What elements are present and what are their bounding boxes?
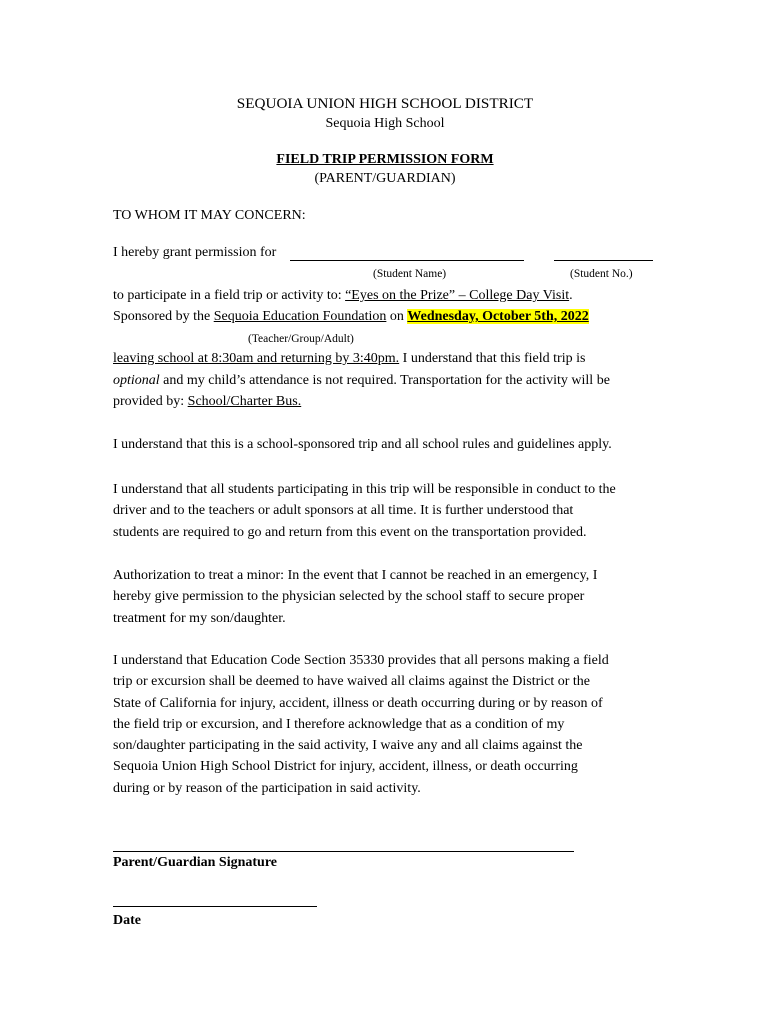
optional-word: optional [113,373,160,388]
waiver-line: trip or excursion shall be deemed to have waived all claims against the District or the [113,674,591,690]
school-name: Sequoia High School [325,116,445,131]
transport-mode: School/Charter Bus. [187,394,302,409]
authorization-line: hereby give permission to the physician selected by the school staff to secure proper [113,589,585,605]
conduct-line: driver and to the teachers or adult sponsors at all time. It is further understood that [113,503,574,519]
waiver-line: the field trip or excursion, and I therefore acknowledge that as a condition of my [113,716,565,732]
trip-line-5-prefix: provided by: [113,394,188,409]
signature-field[interactable] [113,851,574,852]
trip-line-3-suffix: I understand that this field trip is [399,351,586,366]
trip-line-4-suffix: and my child’s attendance is not required. Transportation for the activity will be [159,373,610,388]
waiver-line: son/daughter participating in the said activity, I waive any and all claims against the [113,738,583,754]
rules-paragraph: I understand that this is a school-sponsored trip and all school rules and guidelines apply. [113,437,612,452]
student-no-field[interactable] [554,260,653,261]
sponsor-caption: (Teacher/Group/Adult) [248,333,354,345]
trip-date: Wednesday, October 5th, 2022 [407,309,589,324]
district-title: SEQUOIA UNION HIGH SCHOOL DISTRICT [236,95,534,112]
trip-line-2 [113,309,589,325]
conduct-line: I understand that all students participating in this trip will be responsible in conduct to the [113,482,616,497]
salutation: TO WHOM IT MAY CONCERN: [113,208,306,223]
authorization-line: treatment for my son/daughter. [113,610,286,626]
grant-prefix: I hereby grant permission for [113,245,277,260]
form-title [0,152,770,168]
trip-line-4 [113,373,610,389]
signature-label: Parent/Guardian Signature [113,855,278,870]
trip-times: leaving school at 8:30am and returning by 3:40pm. [113,351,400,366]
trip-line-3 [113,351,585,367]
trip-line-1 [113,288,573,304]
student-name-caption: (Student Name) [373,268,447,280]
trip-line-5 [113,394,301,410]
trip-line-1-suffix: . [569,288,573,303]
waiver-line: Sequoia Union High School District for injury, accident, illness, or death occurring [113,759,578,775]
form-title-text: FIELD TRIP PERMISSION FORM [276,152,494,167]
trip-line-1-prefix: to participate in a field trip or activity to: [113,288,346,303]
authorization-paragraph [113,565,673,629]
conduct-line: students are required to go and return from this event on the transportation provided. [113,524,587,540]
form-subtitle: (PARENT/GUARDIAN) [314,171,456,186]
waiver-line: during or by reason of the participation in said activity. [113,780,421,796]
sponsor-name: Sequoia Education Foundation [213,309,387,324]
waiver-line: I understand that Education Code Section 35330 provides that all persons making a field [113,653,609,668]
student-no-caption: (Student No.) [570,268,633,280]
student-name-field[interactable] [290,260,524,261]
waiver-line: State of California for injury, accident, illness or death occurring during or by reason of [113,695,603,711]
date-label: Date [113,913,141,928]
waiver-paragraph [113,650,673,799]
date-field[interactable] [113,906,317,907]
trip-line-2-prefix: Sponsored by the [113,309,214,324]
conduct-paragraph [113,479,673,543]
activity-name: “Eyes on the Prize” – College Day Visit [345,288,570,303]
authorization-line: Authorization to treat a minor: In the event that I cannot be reached in an emergency, I [113,568,598,583]
trip-line-2-mid: on [386,309,408,324]
